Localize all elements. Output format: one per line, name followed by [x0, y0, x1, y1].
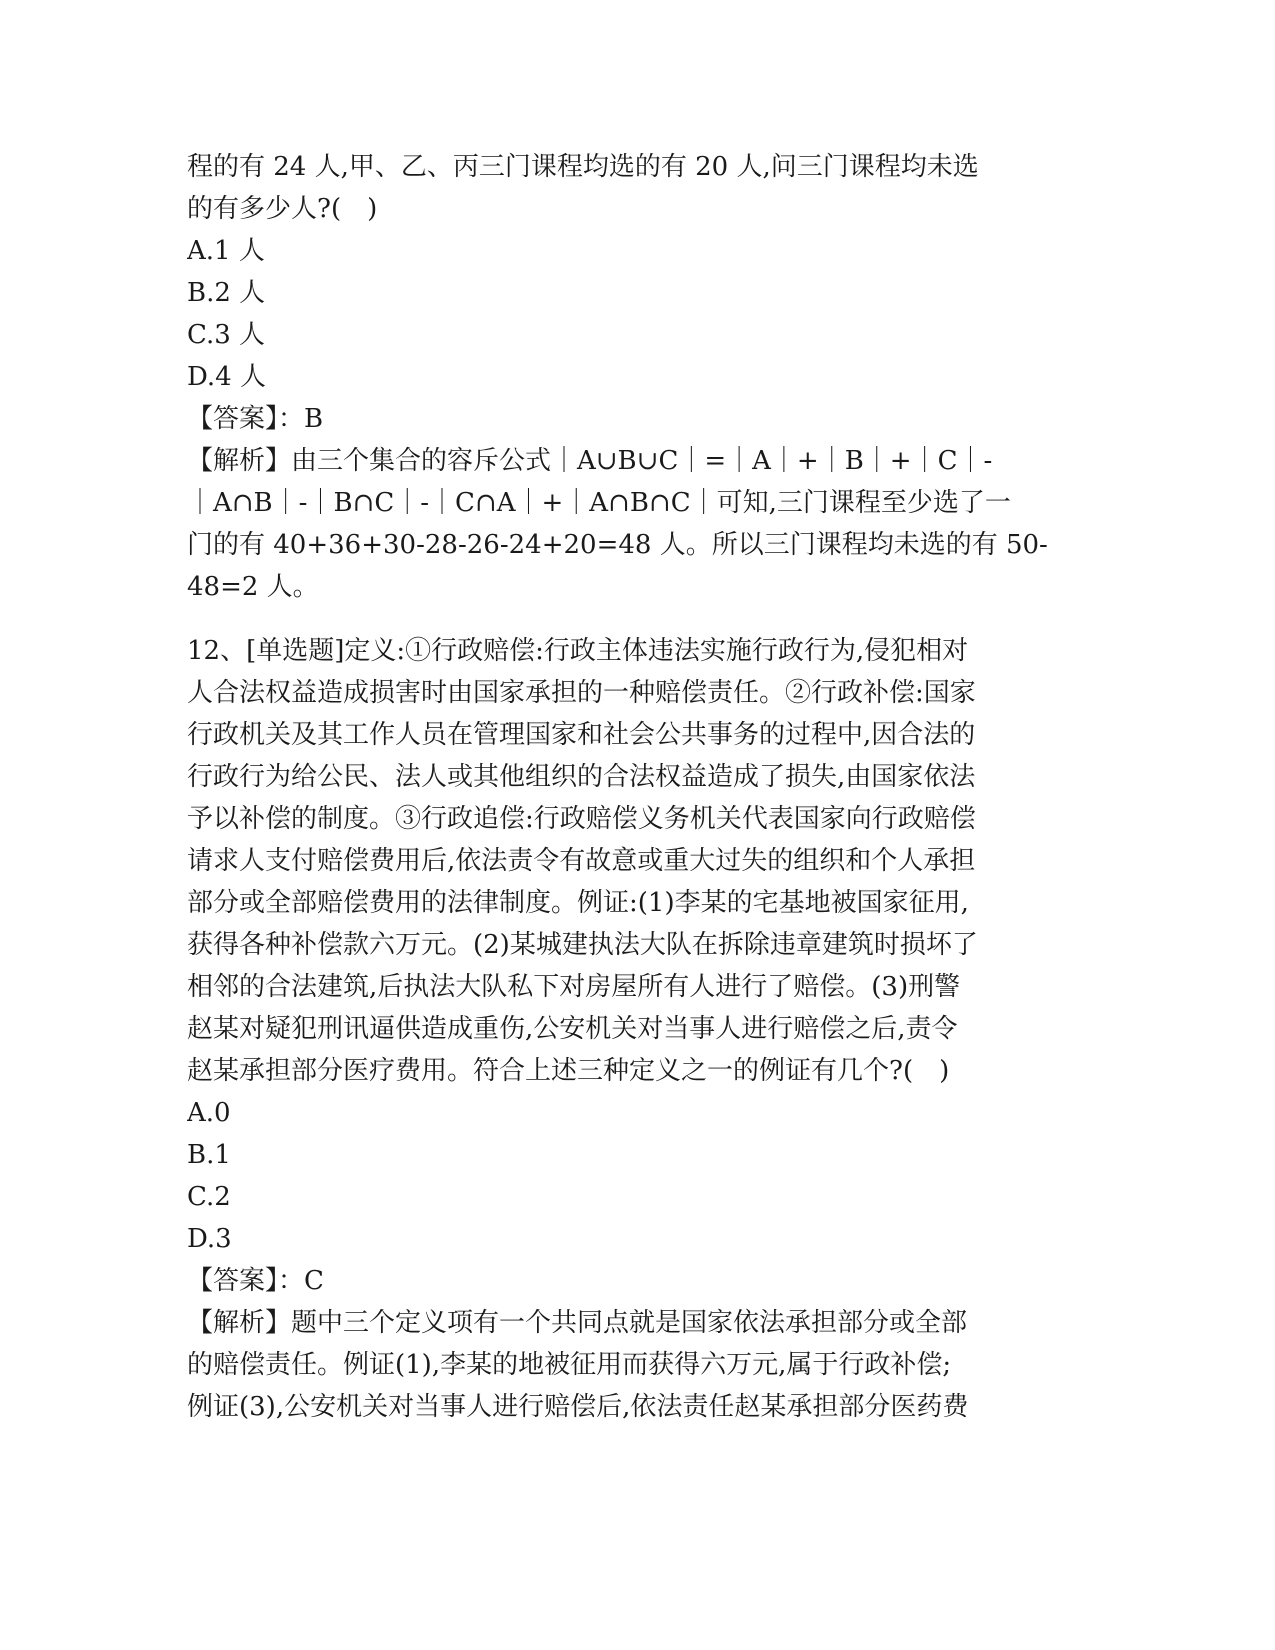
question-12-option-a: A.0: [187, 1098, 231, 1128]
question-11-option-c: C.3 人: [187, 320, 266, 350]
question-12-option-d: D.3: [187, 1224, 232, 1254]
question-11-analysis-line-2: ｜A∩B｜-｜B∩C｜-｜C∩A｜+｜A∩B∩C｜可知,三门课程至少选了一: [187, 488, 1011, 518]
question-12-text-line-7: 部分或全部赔偿费用的法律制度。例证:(1)李某的宅基地被国家征用,: [187, 888, 969, 918]
question-12-analysis-line-2: 的赔偿责任。例证(1),李某的地被征用而获得六万元,属于行政补偿;: [187, 1350, 952, 1380]
question-12-text-line-6: 请求人支付赔偿费用后,依法责令有故意或重大过失的组织和个人承担: [187, 846, 976, 876]
question-12-analysis-line-3: 例证(3),公安机关对当事人进行赔偿后,依法责任赵某承担部分医药费: [187, 1392, 969, 1422]
question-12-text-line-10: 赵某对疑犯刑讯逼供造成重伤,公安机关对当事人进行赔偿之后,责令: [187, 1014, 958, 1044]
question-11-option-a: A.1 人: [187, 236, 265, 266]
question-12-text-line-1: 12、[单选题]定义:①行政赔偿:行政主体违法实施行政行为,侵犯相对: [187, 636, 969, 666]
question-12-answer: 【答案】：C: [187, 1266, 324, 1296]
question-11-option-d: D.4 人: [187, 362, 266, 392]
question-11-text-line-2: 的有多少人?( ): [187, 194, 378, 224]
question-11-analysis-line-1: 【解析】由三个集合的容斥公式｜A∪B∪C｜=｜A｜+｜B｜+｜C｜-: [187, 446, 993, 476]
question-11-text-line-1: 程的有 24 人,甲、乙、丙三门课程均选的有 20 人,问三门课程均未选: [187, 152, 979, 182]
question-12-text-line-8: 获得各种补偿款六万元。(2)某城建执法大队在拆除违章建筑时损坏了: [187, 930, 978, 960]
question-11-answer: 【答案】：B: [187, 404, 324, 434]
question-12-text-line-2: 人合法权益造成损害时由国家承担的一种赔偿责任。②行政补偿:国家: [187, 678, 976, 708]
question-12-analysis-line-1: 【解析】题中三个定义项有一个共同点就是国家依法承担部分或全部: [187, 1308, 968, 1338]
question-12-text-line-11: 赵某承担部分医疗费用。符合上述三种定义之一的例证有几个?( ): [187, 1056, 950, 1086]
question-separator: [187, 608, 1067, 630]
question-12-text-line-3: 行政机关及其工作人员在管理国家和社会公共事务的过程中,因合法的: [187, 720, 976, 750]
question-12-text-line-5: 予以补偿的制度。③行政追偿:行政赔偿义务机关代表国家向行政赔偿: [187, 804, 976, 834]
document-content: [187, 146, 1067, 1428]
question-12-option-c: C.2: [187, 1182, 231, 1212]
question-12-text-line-9: 相邻的合法建筑,后执法大队私下对房屋所有人进行了赔偿。(3)刑警: [187, 972, 961, 1002]
question-11-option-b: B.2 人: [187, 278, 266, 308]
question-11-analysis-line-3: 门的有 40+36+30-28-26-24+20=48 人。所以三门课程均未选的有 50-: [187, 530, 1048, 560]
question-11-analysis-line-4: 48=2 人。: [187, 572, 319, 602]
question-12-option-b: B.1: [187, 1140, 231, 1170]
question-12-text-line-4: 行政行为给公民、法人或其他组织的合法权益造成了损失,由国家依法: [187, 762, 976, 792]
